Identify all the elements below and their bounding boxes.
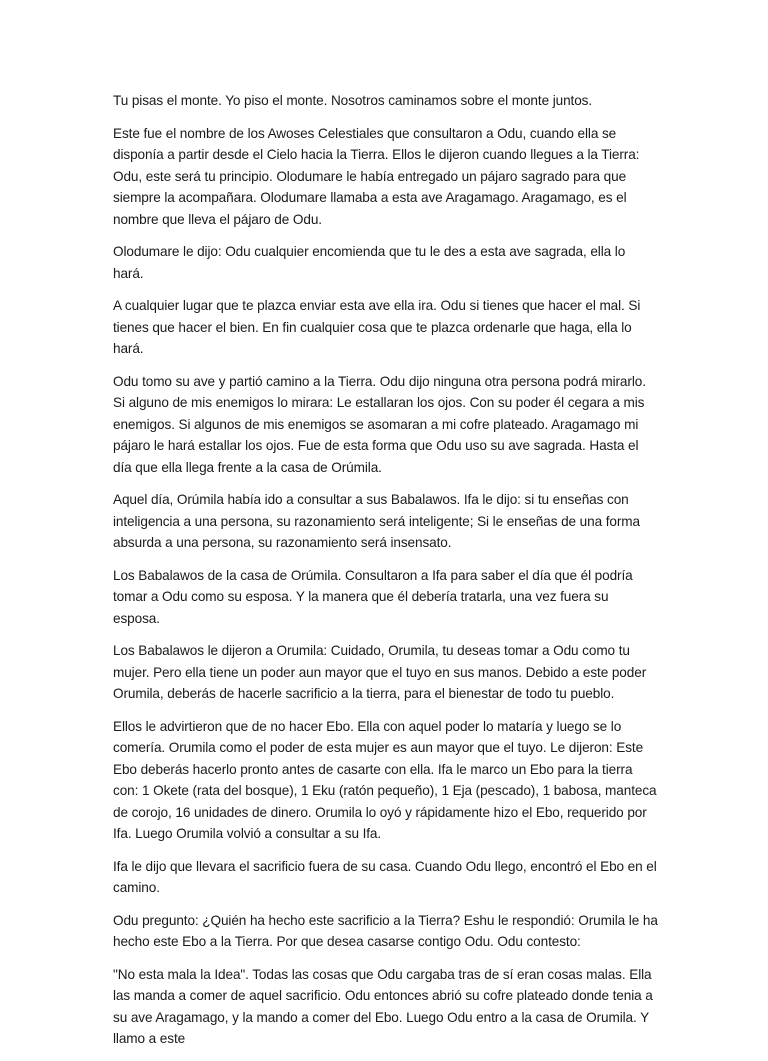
paragraph-10: Ifa le dijo que llevara el sacrificio fuera de su casa. Cuando Odu llego, encontró el Ebo en el camino. xyxy=(113,858,657,895)
paragraph-11: Odu pregunto: ¿Quién ha hecho este sacrificio a la Tierra? Eshu le respondió: Orumila le ha hecho este Ebo a la Tierra. Por que desea casarse contigo Odu. Odu contesto: xyxy=(113,912,658,949)
paragraph-3: Olodumare le dijo: Odu cualquier encomienda que tu le des a esta ave sagrada, ella lo hará. xyxy=(113,244,626,281)
paragraph-2: Este fue el nombre de los Awoses Celestiales que consultaron a Odu, cuando ella se disponía a partir desde el Cielo hacia la Tierra. Ellos le dijeron cuando llegues a la Tierra: Odu, este será tu principio. Olodumare le había entregado un pájaro sagrado para que siempre la acompañara. Olodumare llamaba a esta ave Aragamago. Aragamago, es el nombre que lleva el pájaro de Odu. xyxy=(113,125,640,227)
paragraph-8: Los Babalawos le dijeron a Orumila: Cuidado, Orumila, tu deseas tomar a Odu como tu mujer. Pero ella tiene un poder aun mayor que el tuyo en sus manos. Debido a este poder Orumila, deberás de hacerle sacrificio a la tierra, para el bienestar de todo tu pueblo. xyxy=(113,643,647,701)
paragraph-6: Aquel día, Orúmila había ido a consultar a sus Babalawos. Ifa le dijo: si tu enseñas con inteligencia a una persona, su razonamiento será inteligente; Si le enseñas de una forma absurda a una persona, su razonamiento será insensato. xyxy=(113,492,640,550)
paragraph-5: Odu tomo su ave y partió camino a la Tierra. Odu dijo ninguna otra persona podrá mirarlo. Si alguno de mis enemigos lo mirara: Le estallaran los ojos. Con su poder él cegara a mis enemigos. Si algunos de mis enemigos se asomaran a mi cofre plateado. Aragamago mi pájaro le hará estallar los ojos. Fue de esta forma que Odu uso su ave sagrada. Hasta el día que ella llega frente a la casa de Orúmila. xyxy=(113,373,646,475)
paragraph-7: Los Babalawos de la casa de Orúmila. Consultaron a Ifa para saber el día que él podría tomar a Odu como su esposa. Y la manera que él debería tratarla, una vez fuera su esposa. xyxy=(113,567,633,626)
paragraph-12: "No esta mala la Idea". Todas las cosas que Odu cargaba tras de sí eran cosas malas. Ella las manda a comer de aquel sacrificio. Odu entonces abrió su cofre plateado donde tenia a su ave Aragamago, y la mando a comer del Ebo. Luego Odu entro a la casa de Orumila. Y llamo a este xyxy=(113,966,653,1046)
document-page xyxy=(113,90,658,1061)
paragraph-1: Tu pisas el monte. Yo piso el monte. Nosotros caminamos sobre el monte juntos. xyxy=(113,93,593,108)
paragraph-9: Ellos le advirtieron que de no hacer Ebo. Ella con aquel poder lo mataría y luego se lo comería. Orumila como el poder de esta mujer es aun mayor que el tuyo. Le dijeron: Este Ebo deberás hacerlo pronto antes de casarte con ella. Ifa le marco un Ebo para la tierra con: 1 Okete (rata del bosque), 1 Eku (ratón pequeño), 1 Eja (pescado), 1 babosa, manteca de corojo, 16 unidades de dinero. Orumila lo oyó y rápidamente hizo el Ebo, requerido por Ifa. Luego Orumila volvió a consultar a su Ifa. xyxy=(113,718,657,841)
paragraph-4: A cualquier lugar que te plazca enviar esta ave ella ira. Odu si tienes que hacer el mal. Si tienes que hacer el bien. En fin cualquier cosa que te plazca ordenarle que haga, ella lo hará. xyxy=(113,298,641,356)
